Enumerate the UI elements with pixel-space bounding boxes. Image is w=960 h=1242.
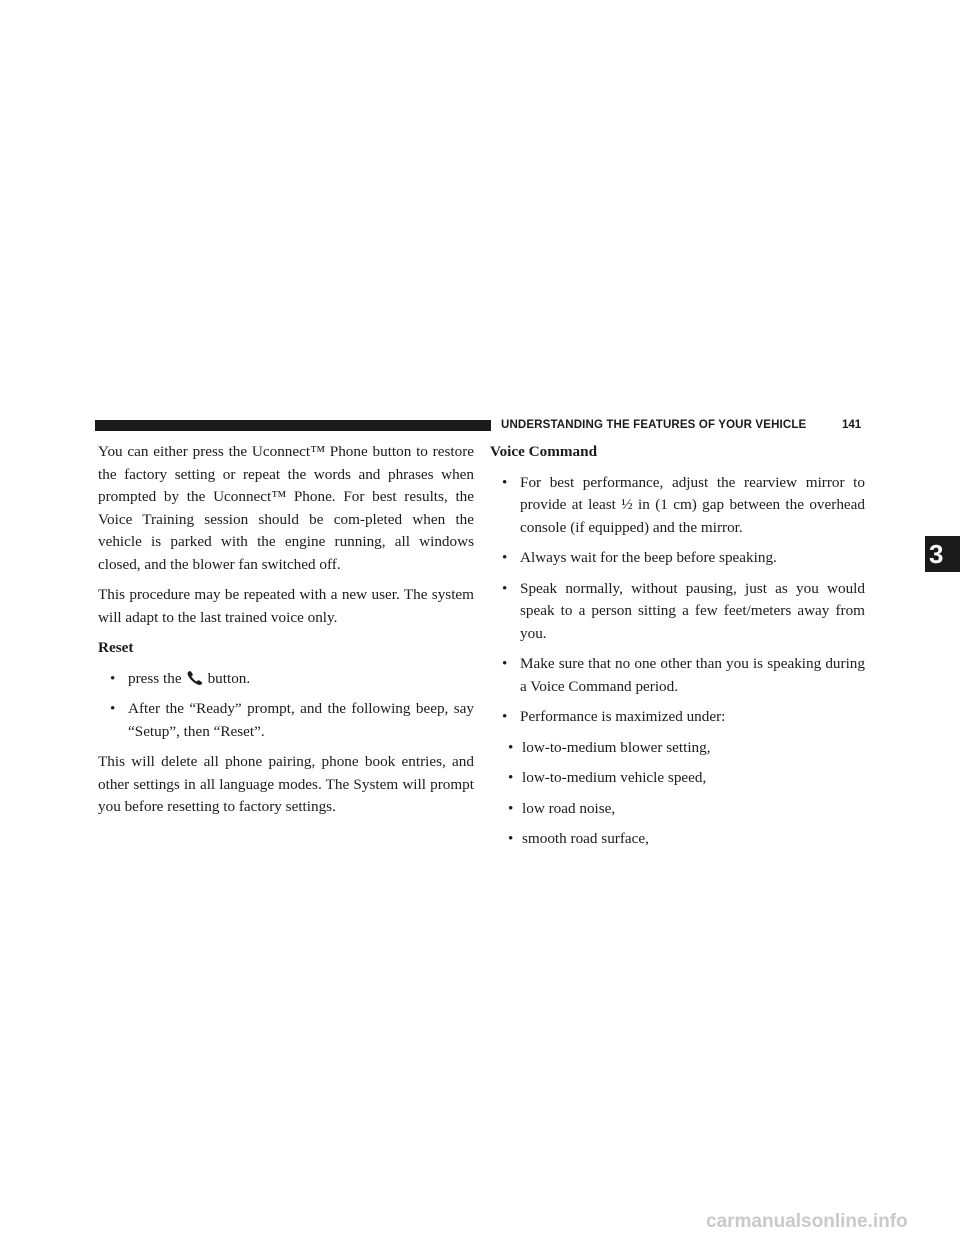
sub-bullet-text: low road noise, xyxy=(522,799,616,817)
section-header-title: UNDERSTANDING THE FEATURES OF YOUR VEHICLE xyxy=(501,419,807,431)
reset-bullet-press xyxy=(98,668,474,691)
repeat-paragraph: This procedure may be repeated with a new user. The system will adapt to the last trained voice only. xyxy=(98,586,474,626)
voice-bullet-text: Speak normally, without pausing, just as you would speak to a person sitting a few feet/meters away from you. xyxy=(520,579,865,642)
voice-bullet-text: Make sure that no one other than you is speaking during a Voice Command period. xyxy=(520,655,865,695)
voice-bullet-text: For best performance, adjust the rearview mirror to provide at least ½ in (1 cm) gap between the overhead console (if equipped) and the mirror. xyxy=(520,473,865,536)
bullet-dot: • xyxy=(508,769,514,786)
reset-bullet-setup xyxy=(98,698,474,743)
voice-bullet-text: Always wait for the beep before speaking. xyxy=(520,549,777,566)
voice-bullet-text: Performance is maximized under: xyxy=(520,708,726,725)
bullet-dot: • xyxy=(502,549,508,566)
performance-sub-bullet xyxy=(490,737,865,760)
right-column xyxy=(490,441,865,851)
bullet-dot: • xyxy=(502,473,508,491)
bullet-dot: • xyxy=(508,799,514,817)
delete-warning-paragraph: This will delete all phone pairing, phone book entries, and other settings in all language modes. The System will prompt you before resetting to factory settings. xyxy=(98,753,474,815)
left-column xyxy=(98,441,474,819)
sub-bullet-text: smooth road surface, xyxy=(522,830,649,847)
reset-bullet-text-before: press the xyxy=(128,669,182,687)
header-rule xyxy=(95,420,491,431)
voice-bullet xyxy=(490,578,865,646)
voice-command-heading: Voice Command xyxy=(490,443,598,460)
voice-bullet xyxy=(490,547,865,570)
bullet-dot: • xyxy=(508,738,514,756)
performance-sub-bullet xyxy=(490,828,865,851)
bullet-dot: • xyxy=(110,669,116,687)
reset-bullet-text: After the “Ready” prompt, and the following beep, say “Setup”, then “Reset”. xyxy=(128,700,474,740)
phone-icon xyxy=(186,670,206,685)
bullet-dot: • xyxy=(502,708,508,725)
watermark-logo: carmanualsonline.info xyxy=(706,1211,908,1232)
bullet-dot: • xyxy=(508,830,514,847)
bullet-dot: • xyxy=(502,579,508,597)
reset-bullet-text-after: button. xyxy=(207,669,251,687)
reset-heading: Reset xyxy=(98,639,134,656)
performance-sub-bullet xyxy=(490,767,865,790)
bullet-dot: • xyxy=(502,655,508,672)
voice-bullet xyxy=(490,472,865,540)
chapter-tab: 3 xyxy=(925,536,960,572)
voice-bullet xyxy=(490,706,865,729)
page-number: 141 xyxy=(842,419,862,431)
performance-sub-bullet xyxy=(490,798,865,821)
bullet-dot: • xyxy=(110,700,116,717)
voice-bullet xyxy=(490,653,865,698)
intro-paragraph: You can either press the Uconnect™ Phone button to restore the factory setting or repeat the words and phrases when prompted by the Uconnect™ Phone. For best results, the Voice Training session should be com-pleted when the vehicle is parked with the engine running, all windows closed, and the blower fan switched off. xyxy=(98,443,474,573)
sub-bullet-text: low-to-medium vehicle speed, xyxy=(522,769,707,786)
sub-bullet-text: low-to-medium blower setting, xyxy=(522,738,711,756)
